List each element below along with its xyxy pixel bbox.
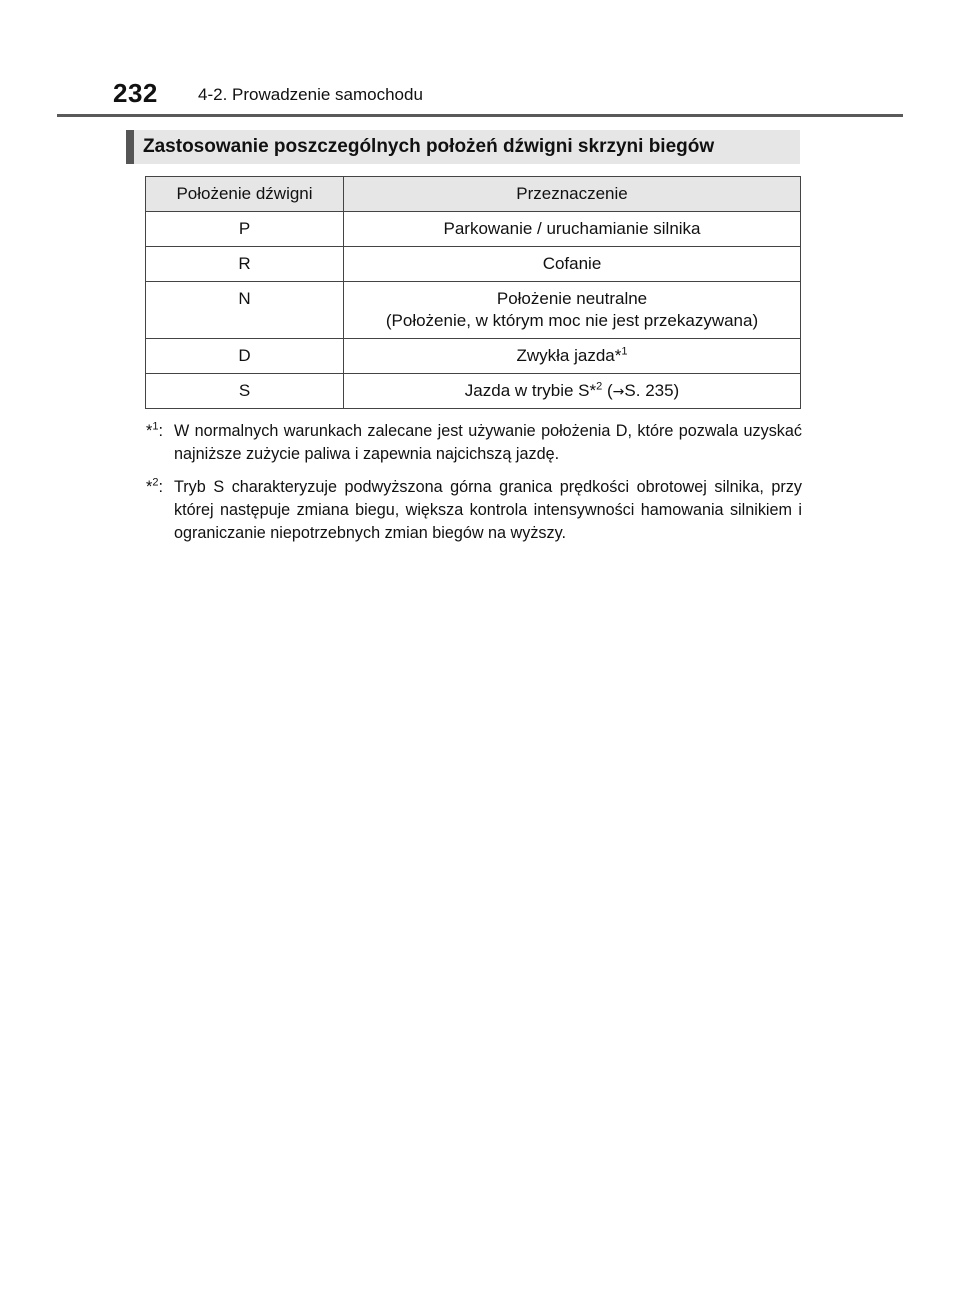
page-header	[0, 0, 960, 118]
gear-positions-table	[145, 176, 801, 409]
purpose-cell	[344, 339, 801, 374]
footnote-number: 1	[152, 420, 159, 433]
ref-open-paren: (	[607, 380, 613, 400]
position-cell: N	[146, 282, 344, 339]
arrow-right-icon: →	[612, 383, 625, 400]
subsection-heading-bar	[126, 130, 800, 164]
footnote-colon: :	[158, 478, 163, 496]
column-header-position: Położenie dźwigni	[146, 177, 344, 212]
footnote-text: Tryb S charakteryzuje podwyższona górna granica prędkości obrotowej silnika, przy której następuje zmiana biegu, większa kontrola intensywności hamowania silnikiem i ograniczanie niepotrzebnych zmian biegów na wyższy.	[174, 478, 802, 542]
purpose-line: (Położenie, w którym moc nie jest przekazywana)	[385, 311, 759, 330]
footnote-mark	[146, 420, 163, 443]
table-row	[146, 282, 801, 339]
footnote-ref-mark: *	[589, 380, 597, 400]
footnote-ref-number: 2	[596, 379, 603, 392]
footnote-text: W normalnych warunkach zalecane jest używanie położenia D, które pozwala uzyskać najniższe zużycie paliwa i zapewnia najcichszą jazdę.	[174, 422, 802, 463]
purpose-cell: Parkowanie / uruchamianie silnika	[344, 212, 801, 247]
subsection-heading: Zastosowanie poszczególnych położeń dźwigni skrzyni biegów	[143, 136, 715, 157]
purpose-cell: Cofanie	[344, 247, 801, 282]
footnote	[146, 420, 802, 466]
footnotes	[146, 420, 802, 555]
purpose-line: Położenie neutralne	[496, 289, 648, 308]
footnote-mark	[146, 476, 163, 499]
table-row	[146, 247, 801, 282]
footnote	[146, 476, 802, 545]
position-cell: S	[146, 374, 344, 409]
purpose-cell	[344, 374, 801, 409]
position-cell: P	[146, 212, 344, 247]
footnote-ref-mark: *	[614, 346, 622, 365]
header-divider	[57, 114, 903, 117]
footnote-colon: :	[158, 422, 163, 440]
page-reference: S. 235)	[624, 380, 680, 400]
position-cell: D	[146, 339, 344, 374]
table-row	[146, 374, 801, 409]
section-title: 4-2. Prowadzenie samochodu	[198, 85, 423, 104]
position-cell: R	[146, 247, 344, 282]
table-header-row	[146, 177, 801, 212]
page-number: 232	[113, 78, 158, 108]
table-row	[146, 212, 801, 247]
column-header-purpose: Przeznaczenie	[344, 177, 801, 212]
footnote-asterisk: *	[146, 478, 153, 496]
purpose-text: Zwykła jazda	[516, 346, 615, 365]
purpose-text: Jazda w trybie S	[464, 380, 590, 400]
purpose-cell	[344, 282, 801, 339]
heading-accent-stripe	[126, 130, 134, 164]
footnote-ref-number: 1	[621, 345, 628, 358]
footnote-asterisk: *	[146, 422, 153, 440]
table-row	[146, 339, 801, 374]
footnote-number: 2	[152, 476, 159, 489]
